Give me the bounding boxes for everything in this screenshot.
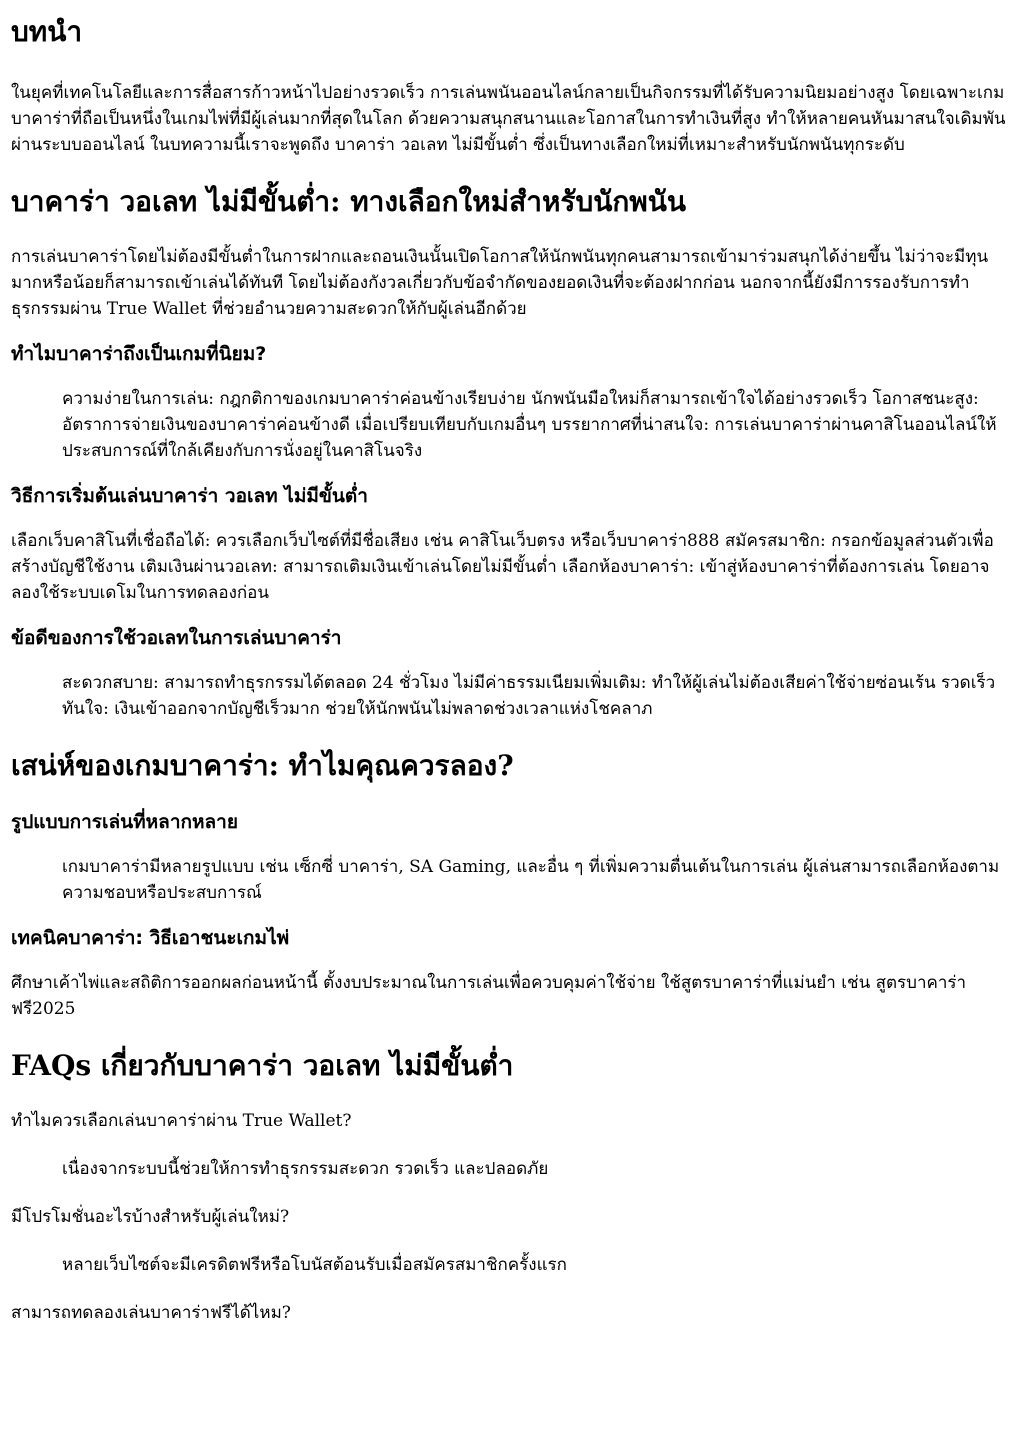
why-popular-heading: ทำไมบาคาร่าถึงเป็นเกมที่นิยม?: [11, 343, 267, 365]
techniques-heading: เทคนิคบาคาร่า: วิธีเอาชนะเกมไพ่: [11, 927, 290, 949]
section2-heading: เสน่ห์ของเกมบาคาร่า: ทำไมคุณควรลอง?: [11, 749, 514, 782]
faq-question: มีโปรโมชั่นอะไรบ้างสำหรับผู้เล่นใหม่?: [11, 1207, 290, 1227]
faq-question: สามารถทดลองเล่นบาคาร่าฟรีได้ไหม?: [11, 1303, 291, 1323]
faq-heading: FAQs เกี่ยวกับบาคาร่า วอเลท ไม่มีขั้นต่ำ: [11, 1049, 514, 1082]
faq-answer: เนื่องจากระบบนี้ช่วยให้การทำธุรกรรมสะดวก รวดเร็ว และปลอดภัย: [62, 1159, 549, 1179]
section1-paragraph: การเล่นบาคาร่าโดยไม่ต้องมีขั้นต่ำในการฝากและถอนเงินนั้นเปิดโอกาสให้นักพนันทุกคนสามารถเข้ามาร่วมสนุกได้ง่ายขึ้น ไม่ว่าจะมีทุนมากหรือน้อยก็สามารถเข้าเล่นได้ทันที โดยไม่ต้องกังวลเกี่ยวกับข้อจำกัดของยอดเงินที่จะต้องฝากก่อน นอกจากนี้ยังมีการรองรับการทำธุรกรรมผ่าน True Wallet ที่ช่วยอำนวยความสะดวกให้กับผู้เล่นอีกด้วย: [11, 247, 989, 319]
intro-heading: บทนำ: [11, 15, 83, 48]
play-variety-text: เกมบาคาร่ามีหลายรูปแบบ เช่น เซ็กซี่ บาคาร่า, SA Gaming, และอื่น ๆ ที่เพิ่มความตื่นเต้นในการเล่น ผู้เล่นสามารถเลือกห้องตามความชอบหรือประสบการณ์: [62, 857, 1000, 903]
faq-question: ทำไมควรเลือกเล่นบาคาร่าผ่าน True Wallet?: [11, 1111, 352, 1131]
how-to-start-heading: วิธีการเริ่มต้นเล่นบาคาร่า วอเลท ไม่มีขั้นต่ำ: [11, 485, 368, 507]
techniques-text: ศึกษาเค้าไพ่และสถิติการออกผลก่อนหน้านี้ ตั้งงบประมาณในการเล่นเพื่อควบคุมค่าใช้จ่าย ใช้สูตรบาคาร่าที่แม่นยำ เช่น สูตรบาคาร่าฟรี2025: [11, 973, 967, 1019]
wallet-benefits-text: สะดวกสบาย: สามารถทำธุรกรรมได้ตลอด 24 ชั่วโมง ไม่มีค่าธรรมเนียมเพิ่มเติม: ทำให้ผู้เล่นไม่ต้องเสียค่าใช้จ่ายซ่อนเร้น รวดเร็วทันใจ: เงินเข้าออกจากบัญชีเร็วมาก ช่วยให้นักพนันไม่พลาดช่วงเวลาแห่งโชคลาภ: [62, 673, 996, 719]
why-popular-text: ความง่ายในการเล่น: กฎกติกาของเกมบาคาร่าค่อนข้างเรียบง่าย นักพนันมือใหม่ก็สามารถเข้าใจได้อย่างรวดเร็ว โอกาสชนะสูง: อัตราการจ่ายเงินของบาคาร่าค่อนข้างดี เมื่อเปรียบเทียบกับเกมอื่นๆ บรรยากาศที่น่าสนใจ: การเล่นบาคาร่าผ่านคาสิโนออนไลน์ให้ประสบการณ์ที่ใกล้เคียงกับการนั่งอยู่ในคาสิโนจริง: [62, 389, 997, 461]
faq-answer: หลายเว็บไซต์จะมีเครดิตฟรีหรือโบนัสต้อนรับเมื่อสมัครสมาชิกครั้งแรก: [62, 1255, 567, 1275]
wallet-benefits-heading: ข้อดีของการใช้วอเลทในการเล่นบาคาร่า: [11, 627, 342, 649]
play-variety-heading: รูปแบบการเล่นที่หลากหลาย: [11, 811, 238, 833]
intro-paragraph: ในยุคที่เทคโนโลยีและการสื่อสารก้าวหน้าไปอย่างรวดเร็ว การเล่นพนันออนไลน์กลายเป็นกิจกรรมที่ได้รับความนิยมอย่างสูง โดยเฉพาะเกมบาคาร่าที่ถือเป็นหนึ่งในเกมไพ่ที่มีผู้เล่นมากที่สุดในโลก ด้วยความสนุกสนานและโอกาสในการทำเงินที่สูง ทำให้หลายคนหันมาสนใจเดิมพันผ่านระบบออนไลน์ ในบทความนี้เราจะพูดถึง บาคาร่า วอเลท ไม่มีขั้นต่ำ ซึ่งเป็นทางเลือกใหม่ที่เหมาะสำหรับนักพนันทุกระดับ: [11, 83, 1006, 155]
section1-heading: บาคาร่า วอเลท ไม่มีขั้นต่ำ: ทางเลือกใหม่สำหรับนักพนัน: [11, 185, 687, 218]
how-to-start-text: เลือกเว็บคาสิโนที่เชื่อถือได้: ควรเลือกเว็บไซต์ที่มีชื่อเสียง เช่น คาสิโนเว็บตรง หรือเว็บบาคาร่า888 สมัครสมาชิก: กรอกข้อมูลส่วนตัวเพื่อสร้างบัญชีใช้งาน เติมเงินผ่านวอเลท: สามารถเติมเงินเข้าเล่นโดยไม่มีขั้นต่ำ เลือกห้องบาคาร่า: เข้าสู่ห้องบาคาร่าที่ต้องการเล่น โดยอาจลองใช้ระบบเดโมในการทดลองก่อน: [11, 531, 994, 603]
